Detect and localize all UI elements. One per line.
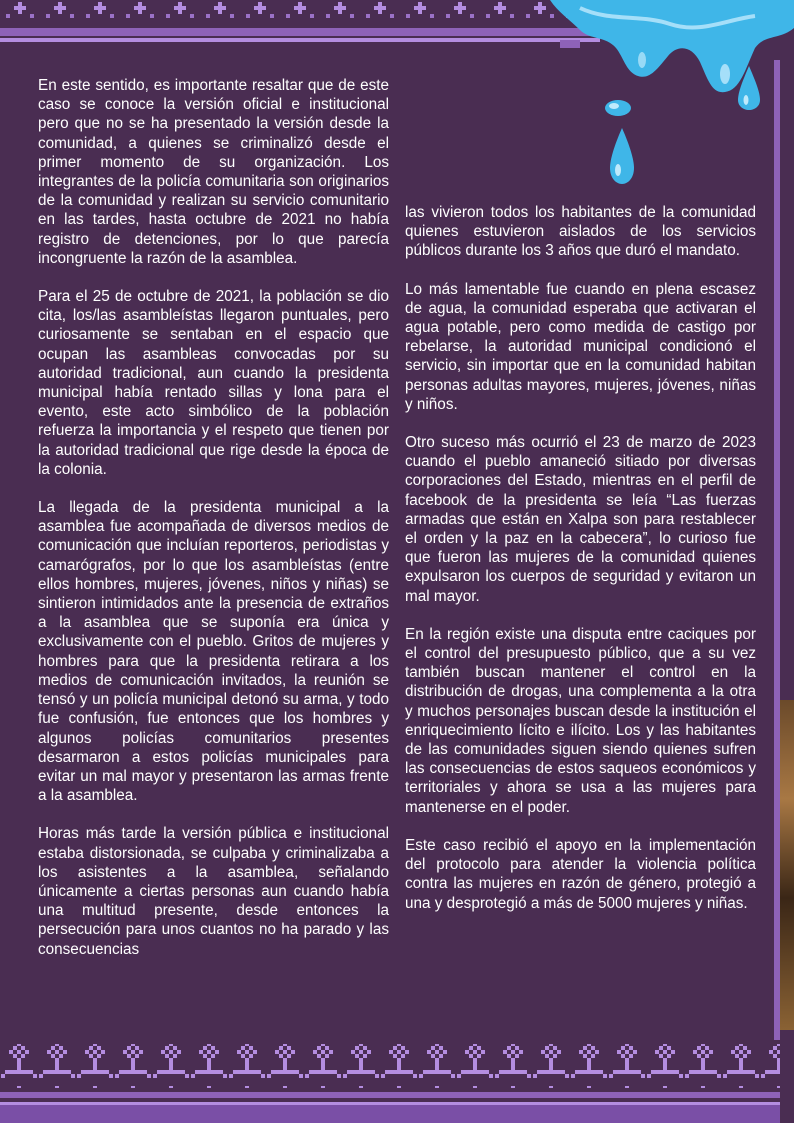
paragraph: En este sentido, es importante resaltar que de este caso se conoce la versión oficial e institucional pero que no se ha presentado la versión desde la comunidad, a quienes se criminalizó desde el primer momento de su organización. Los integrantes de la policía comunitaria son originarios de la comunidad y realizan su servicio comunitario en las tardes, hasta octubre de 2021 no había registro de detenciones, por lo que parecía incongruente la razón de la asamblea.	[38, 77, 389, 267]
water-drips-decoration	[550, 0, 794, 190]
paragraph: Otro suceso más ocurrió el 23 de marzo de 2023 cuando el pueblo amaneció sitiado por diversas corporaciones del Estado, mientras en el perfil de facebook de la presidenta se leía “Las fuerzas armadas que están en Xalpa son para restablecer el orden y la paz en la cabecera”, lo curioso fue que fueron las mujeres de la comunidad quienes expulsaron los cuerpos de seguridad y evitaron un mal mayor.	[405, 434, 756, 605]
paragraph: Lo más lamentable fue cuando en plena escasez de agua, la comunidad esperaba que activaran el agua potable, pero como medida de castigo por rebelarse, la autoridad municipal condicionó el servicio, sin importar que en la comunidad habitan personas adultas mayores, mujeres, jóvenes, niñas y niños.	[405, 280, 756, 413]
paragraph: Horas más tarde la versión pública e institucional estaba distorsionada, se culpaba y criminalizaba a los asistentes a la asamblea, señalando únicamente a ciertas personas aun cuando había una multitud presente, desde entonces la persecución para unos cuantos no ha parado y las consecuencias	[38, 825, 389, 958]
left-text-column	[38, 76, 389, 978]
right-edge-artwork	[778, 700, 794, 1030]
paragraph: En la región existe una disputa entre caciques por el control del presupuesto público, que a su vez también buscan mantener el control en la distribución de drogas, una complementa a la otra y muchos personajes buscan desde la institución el enriquecimiento lícito e ilícito. Los y las habitantes de las comunidades siguen siendo quienes sufren las consecuencias de estos saqueos económicos y territoriales y ahora se usa a las mujeres para mantenerse en el poder.	[405, 625, 756, 816]
right-border-stripe	[774, 60, 780, 1080]
paragraph: Este caso recibió el apoyo en la implementación del protocolo para atender la violencia política contra las mujeres en razón de género, protegió a una y desprotegió a más de 5000 mujeres y niñas.	[405, 836, 756, 912]
paragraph: Para el 25 de octubre de 2021, la población se dio cita, los/las asambleístas llegaron puntuales, pero curiosamente se sentaban en el espacio que ocupan las asambleas convocadas por su autoridad tradicional, aun cuando la presidenta municipal había rentado sillas y lona para el evento, este acto simbólico de la población refuerza la importancia y el respeto que tienen por la autoridad tradicional que rige desde la época de la colonia.	[38, 288, 389, 478]
bottom-border-pattern	[0, 1040, 794, 1123]
paragraph: La llegada de la presidenta municipal a la asamblea fue acompañada de diversos medios de comunicación que incluían reporteros, periodistas y camarógrafos, por lo que los asambleístas (entre ellos hombres, mujeres, jóvenes, niños y niñas) se sintieron intimidados ante la presencia de extraños a la asamblea que se suponía era única y exclusivamente con el pueblo. Gritos de mujeres y hombres para que la presidenta retirara a los medios de comunicación invitados, la reunión se tensó y un policía municipal detonó su arma, y todo fue confusión, fue entonces que los hombres y algunos policías comunitarios presentes desarmaron a estos policías municipales para evitar un mal mayor y presentaron las armas frente a la asamblea.	[38, 499, 389, 805]
paragraph: las vivieron todos los habitantes de la comunidad quienes estuvieron aislados de los servicios públicos durante los 3 años que duró el mandato.	[405, 204, 756, 260]
right-text-column	[405, 203, 756, 932]
